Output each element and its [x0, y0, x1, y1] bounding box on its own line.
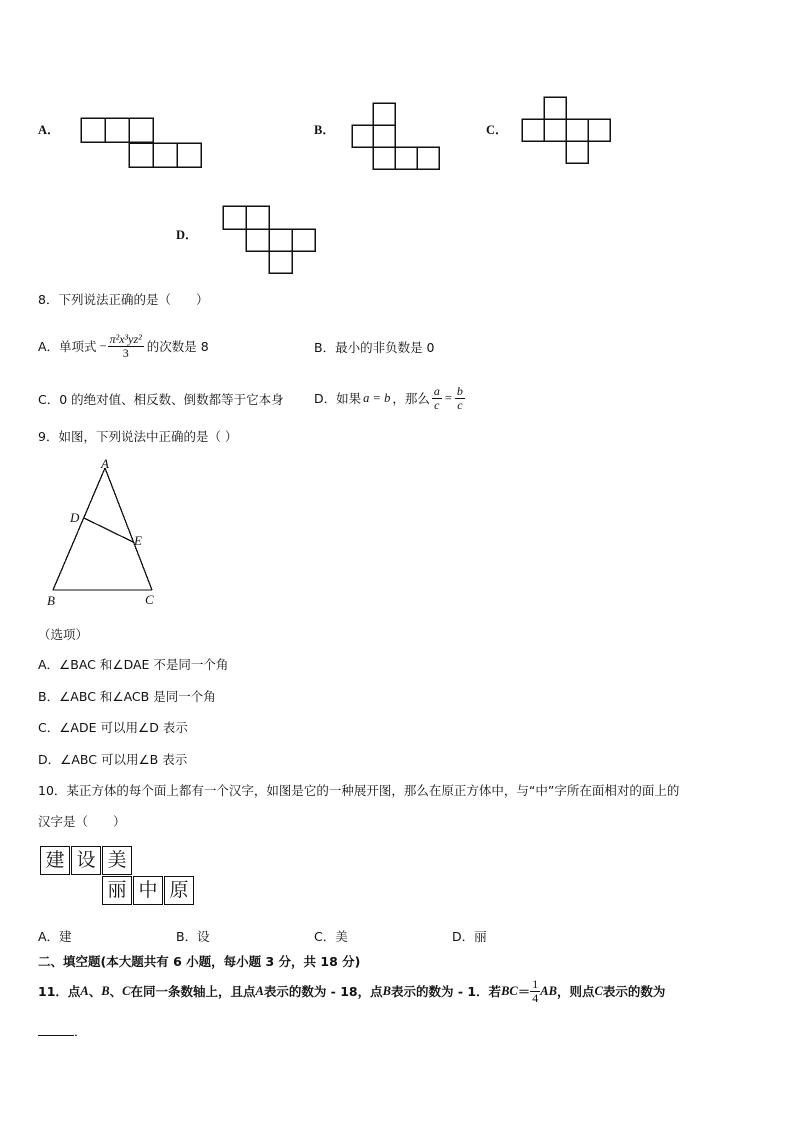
q11-segment-ab: AB: [540, 983, 557, 998]
q11-line1: [38, 970, 665, 1012]
q11-sep2: 、: [109, 984, 123, 999]
q11-point-a2: A: [255, 983, 264, 998]
q11-segment-bc: BC: [501, 983, 518, 998]
q8-d-condition: a = b: [363, 390, 391, 405]
q9-stem: 9．如图，下列说法中正确的是（ ）: [38, 429, 238, 444]
net-cell-5: 中: [133, 876, 163, 905]
q8-a-numerator: π²x³yz²: [109, 331, 142, 346]
net-cell-3: 美: [102, 846, 132, 875]
net-cell-4: 丽: [102, 876, 132, 905]
q11-sep1: 、: [88, 984, 102, 999]
q8-option-b: B．最小的非负数是 0: [314, 340, 435, 355]
vertex-a-label: A: [101, 456, 109, 471]
q8-d-equals: =: [444, 390, 452, 405]
q11-fraction: [530, 978, 540, 1004]
q11-point-b: B: [101, 983, 110, 998]
net-cell-6: 原: [164, 876, 194, 905]
option-d-label: D．: [176, 228, 198, 242]
q10-option-a: A．建: [38, 929, 72, 944]
net-cell-2: 设: [71, 846, 101, 875]
q11-part5: ，则点: [556, 984, 595, 999]
option-b-label: B．: [314, 123, 335, 137]
net-figure-b: [351, 102, 443, 172]
q10-option-b: B．设: [176, 929, 210, 944]
q11-part4: 表示的数为 - 1．若: [390, 984, 502, 999]
q8-d-frac2-num: b: [456, 383, 463, 398]
q8-d-fraction-left: [432, 385, 442, 411]
vertex-b-label: B: [47, 593, 55, 608]
q8-option-a: [38, 326, 209, 366]
cube-net-figure: [40, 846, 200, 908]
q8-d-frac2-den: c: [457, 397, 463, 412]
point-d-label: D: [70, 510, 80, 525]
q9-option-b: B．∠ABC 和∠ACB 是同一个角: [38, 689, 216, 704]
q10-option-d: D．丽: [452, 929, 487, 944]
q8-d-fraction-right: [455, 385, 465, 411]
q10-stem-line2: 汉字是（ ）: [38, 814, 126, 829]
q11-point-a: A: [80, 983, 89, 998]
q8-d-prefix: D．如果: [314, 391, 362, 406]
q9-option-d: D．∠ABC 可以用∠B 表示: [38, 752, 188, 767]
q9-options-note: （选项）: [38, 627, 89, 642]
option-c-label: C．: [486, 123, 508, 137]
q10-option-c: C．美: [314, 929, 348, 944]
q11-point-c: C: [122, 983, 131, 998]
option-a-label: A．: [38, 123, 60, 137]
q11-part6: 表示的数为: [602, 984, 666, 999]
q9-option-a: A．∠BAC 和∠DAE 不是同一个角: [38, 657, 229, 672]
q8-stem: 8．下列说法正确的是（ ）: [38, 292, 209, 307]
q11-part2: 在同一条数轴上，且点: [130, 984, 256, 999]
answer-blank[interactable]: [38, 1025, 74, 1036]
q8-d-frac1-den: c: [434, 397, 440, 412]
q11-frac-num: 1: [532, 976, 539, 991]
q8-d-frac1-num: a: [433, 383, 440, 398]
q11-point-b2: B: [382, 983, 391, 998]
q10-stem-line1: 10．某正方体的每个面上都有一个汉字，如图是它的一种展开图，那么在原正方体中，与“中”字所在面相对的面上的: [38, 783, 680, 798]
q8-a-denominator: 3: [122, 345, 129, 360]
q11-end: ．: [74, 1024, 87, 1039]
q8-a-prefix: A．单项式: [38, 339, 97, 354]
q11-answer-line: [38, 1022, 87, 1040]
vertex-c-label: C: [145, 592, 154, 607]
net-figure-a: [80, 117, 206, 171]
q8-option-d: [314, 380, 465, 416]
point-e-label: E: [134, 533, 142, 548]
section-2-title: 二、填空题(本大题共有 6 小题，每小题 3 分，共 18 分): [38, 954, 361, 969]
q8-a-suffix: 的次数是 8: [146, 339, 209, 354]
q8-a-fraction: [108, 333, 144, 359]
q9-option-c: C．∠ADE 可以用∠D 表示: [38, 720, 188, 735]
net-figure-d: [222, 205, 320, 275]
net-cell-1: 建: [40, 846, 70, 875]
q11-part3: 表示的数为 - 18，点: [263, 984, 383, 999]
q8-d-mid: ，那么: [392, 391, 430, 406]
q11-equals: ＝: [517, 984, 531, 999]
q8-option-c: C．0 的绝对值、相反数、倒数都等于它本身: [38, 392, 284, 407]
q11-part1: 11．点: [38, 984, 81, 999]
q11-frac-den: 4: [532, 990, 539, 1005]
triangle-figure: [40, 452, 170, 612]
net-figure-c: [521, 96, 613, 166]
q11-point-c2: C: [594, 983, 603, 998]
q8-a-minus: −: [99, 338, 107, 353]
